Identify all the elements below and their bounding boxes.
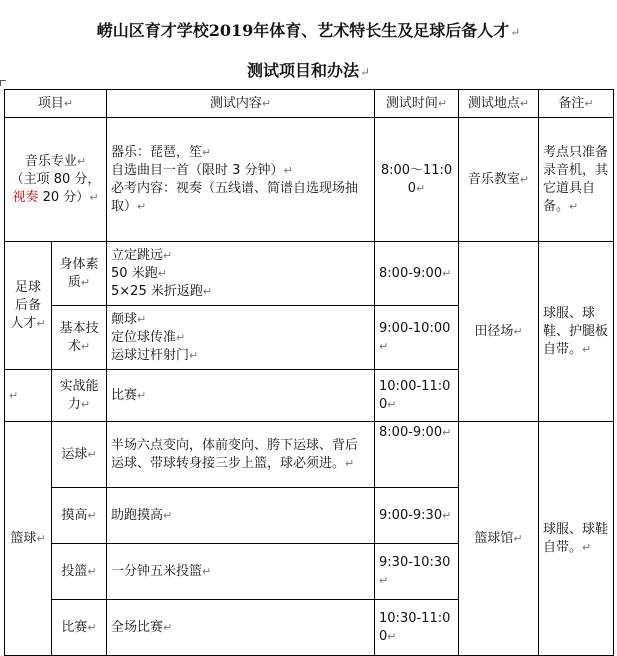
football-content-cell: 颠球↵ 定位球传准↵ 运球过杆射门↵ bbox=[107, 306, 375, 370]
header-item: 项目↵ bbox=[5, 90, 107, 118]
basketball-sub-item: 比赛↵ bbox=[52, 600, 107, 656]
football-location-cell: 田径场↵ bbox=[459, 242, 539, 422]
document-title-line1: 崂山区育才学校2019年体育、艺术特长生及足球后备人才↵ bbox=[96, 21, 521, 40]
basketball-sub-item: 摸高↵ bbox=[52, 488, 107, 544]
basketball-time-cell: 9:30-10:30↵ bbox=[375, 544, 459, 600]
header-note: 备注↵ bbox=[539, 90, 614, 118]
football-note-cell: 球服、球鞋、护腿板自带。↵ bbox=[539, 242, 614, 422]
basketball-location-cell: 篮球馆↵ bbox=[459, 422, 539, 656]
table-row bbox=[5, 242, 614, 306]
football-sub-item: 实战能力↵ bbox=[52, 370, 107, 422]
football-time-cell: 9:00-10:00↵ bbox=[375, 306, 459, 370]
music-time-cell: 8:00～11:00↵ bbox=[375, 118, 459, 242]
football-content-cell: 比赛↵ bbox=[107, 370, 375, 422]
basketball-sub-item: 运球↵ bbox=[52, 422, 107, 488]
basketball-content-cell: 半场六点变向，体前变向、胯下运球、背后运球、带球转身接三步上篮，球必须进。↵ bbox=[107, 422, 375, 488]
basketball-note-cell: 球服、球鞋自带。↵ bbox=[539, 422, 614, 656]
table-row bbox=[5, 422, 614, 488]
football-category-cell: 足球后备人才↵ bbox=[5, 242, 52, 370]
football-sub-item: 身体素质↵ bbox=[52, 242, 107, 306]
music-location-cell: 音乐教室↵ bbox=[459, 118, 539, 242]
table-anchor-mark bbox=[0, 80, 6, 86]
document-title-line2: 测试项目和办法↵ bbox=[246, 61, 371, 80]
test-schedule-table bbox=[4, 89, 614, 656]
basketball-category-cell: 篮球↵ bbox=[5, 422, 52, 656]
basketball-content-cell: 助跑摸高↵ bbox=[107, 488, 375, 544]
sight-reading-highlight: 视奏 bbox=[12, 189, 39, 205]
music-content-cell: 器乐：琵琶，笙↵ 自选曲目一首（限时 3 分钟）↵ 必考内容：视奏（五线谱、简谱自选现场抽取）↵ bbox=[107, 118, 375, 242]
basketball-content-cell: 全场比赛↵ bbox=[107, 600, 375, 656]
football-category-cell-empty: ↵ bbox=[5, 370, 52, 422]
header-location: 测试地点↵ bbox=[459, 90, 539, 118]
basketball-time-cell: 8:00-9:00↵ bbox=[375, 422, 459, 488]
header-content: 测试内容↵ bbox=[107, 90, 375, 118]
table-row bbox=[5, 118, 614, 242]
header-time: 测试时间↵ bbox=[375, 90, 459, 118]
football-content-cell: 立定跳远↵ 50 米跑↵ 5×25 米折返跑↵ bbox=[107, 242, 375, 306]
basketball-time-cell: 10:30-11:00↵ bbox=[375, 600, 459, 656]
basketball-content-cell: 一分钟五米投篮↵ bbox=[107, 544, 375, 600]
football-time-cell: 10:00-11:00↵ bbox=[375, 370, 459, 422]
table-header-row bbox=[5, 90, 614, 118]
football-time-cell: 8:00-9:00↵ bbox=[375, 242, 459, 306]
basketball-time-cell: 9:00-9:30↵ bbox=[375, 488, 459, 544]
football-sub-item: 基本技术↵ bbox=[52, 306, 107, 370]
music-item-cell: 音乐专业↵ （主项 80 分，视奏 20 分）↵ bbox=[5, 118, 107, 242]
music-note-cell: 考点只准备录音机，其它道具自备。↵ bbox=[539, 118, 614, 242]
basketball-sub-item: 投篮↵ bbox=[52, 544, 107, 600]
